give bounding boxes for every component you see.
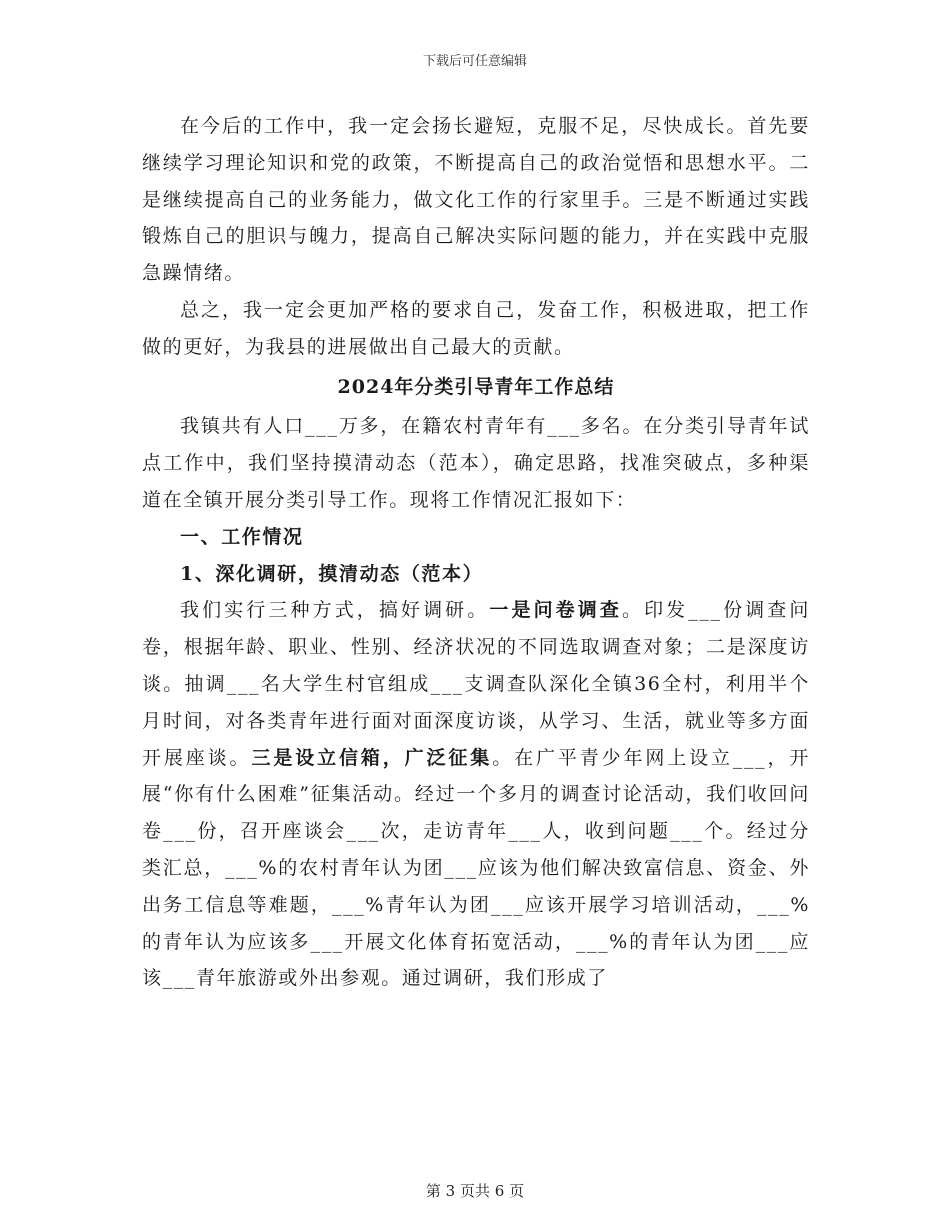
document-body <box>142 108 810 997</box>
heading-research: 1、深化调研，摸清动态（范本） <box>180 562 484 585</box>
text-run: 我们实行三种方式，搞好调研。 <box>180 599 490 622</box>
text-run: 。印发___份调查问卷，根据年龄、职业、性别、经济状况的不同选取调查对象；二是深度访谈。抽调___名大学生村官组成___支调查队深化全镇36全村，利用半个月时间，对各类青年进行面对面深度访谈，从学习、生活，就业等多方面开展座谈。 <box>142 599 810 769</box>
bold-text-mailbox: 三是设立信箱，广泛征集 <box>251 746 493 769</box>
page-footer: 第 3 页共 6 页 <box>425 1182 525 1200</box>
paragraph-improvement-plan: 在今后的工作中，我一定会扬长避短，克服不足，尽快成长。首先要继续学习理论知识和党的政策，不断提高自己的政治觉悟和思想水平。二是继续提高自己的业务能力，做文化工作的行家里手。三是不断通过实践锻炼自己的胆识与魄力，提高自己解决实际问题的能力，并在实践中克服急躁情绪。 <box>142 115 810 285</box>
bold-text-questionnaire: 一是问卷调查 <box>489 599 622 622</box>
paragraph-conclusion: 总之，我一定会更加严格的要求自己，发奋工作，积极进取，把工作做的更好，为我县的进展做出自己最大的贡献。 <box>142 298 810 358</box>
page-header: 下载后可任意编辑 <box>422 54 527 69</box>
paragraph-research-methods <box>142 592 810 997</box>
section-title: 2024年分类引导青年工作总结 <box>337 375 615 398</box>
text-run: 。在广平青少年网上设立___，开展“你有什么困难”征集活动。经过一个多月的调查讨论活动，我们收回问卷___份，召开座谈会___次，走访青年___人，收到问题___个。经过分类汇总，___%的农村青年认为团___应该为他们解决致富信息、资金、外出务工信息等难题，___%青年认为团___应该开展学习培训活动，___%的青年认为应该多___开展文化体育拓宽活动，___%的青年认为团___应该___青年旅游或外出参观。通过调研，我们形成了 <box>142 746 810 990</box>
paragraph-intro: 我镇共有人口___万多，在籍农村青年有___多名。在分类引导青年试点工作中，我们坚持摸清动态（范本），确定思路，找准突破点，多种渠道在全镇开展分类引导工作。现将工作情况汇报如下： <box>142 415 810 511</box>
heading-work-status: 一、工作情况 <box>180 525 304 548</box>
